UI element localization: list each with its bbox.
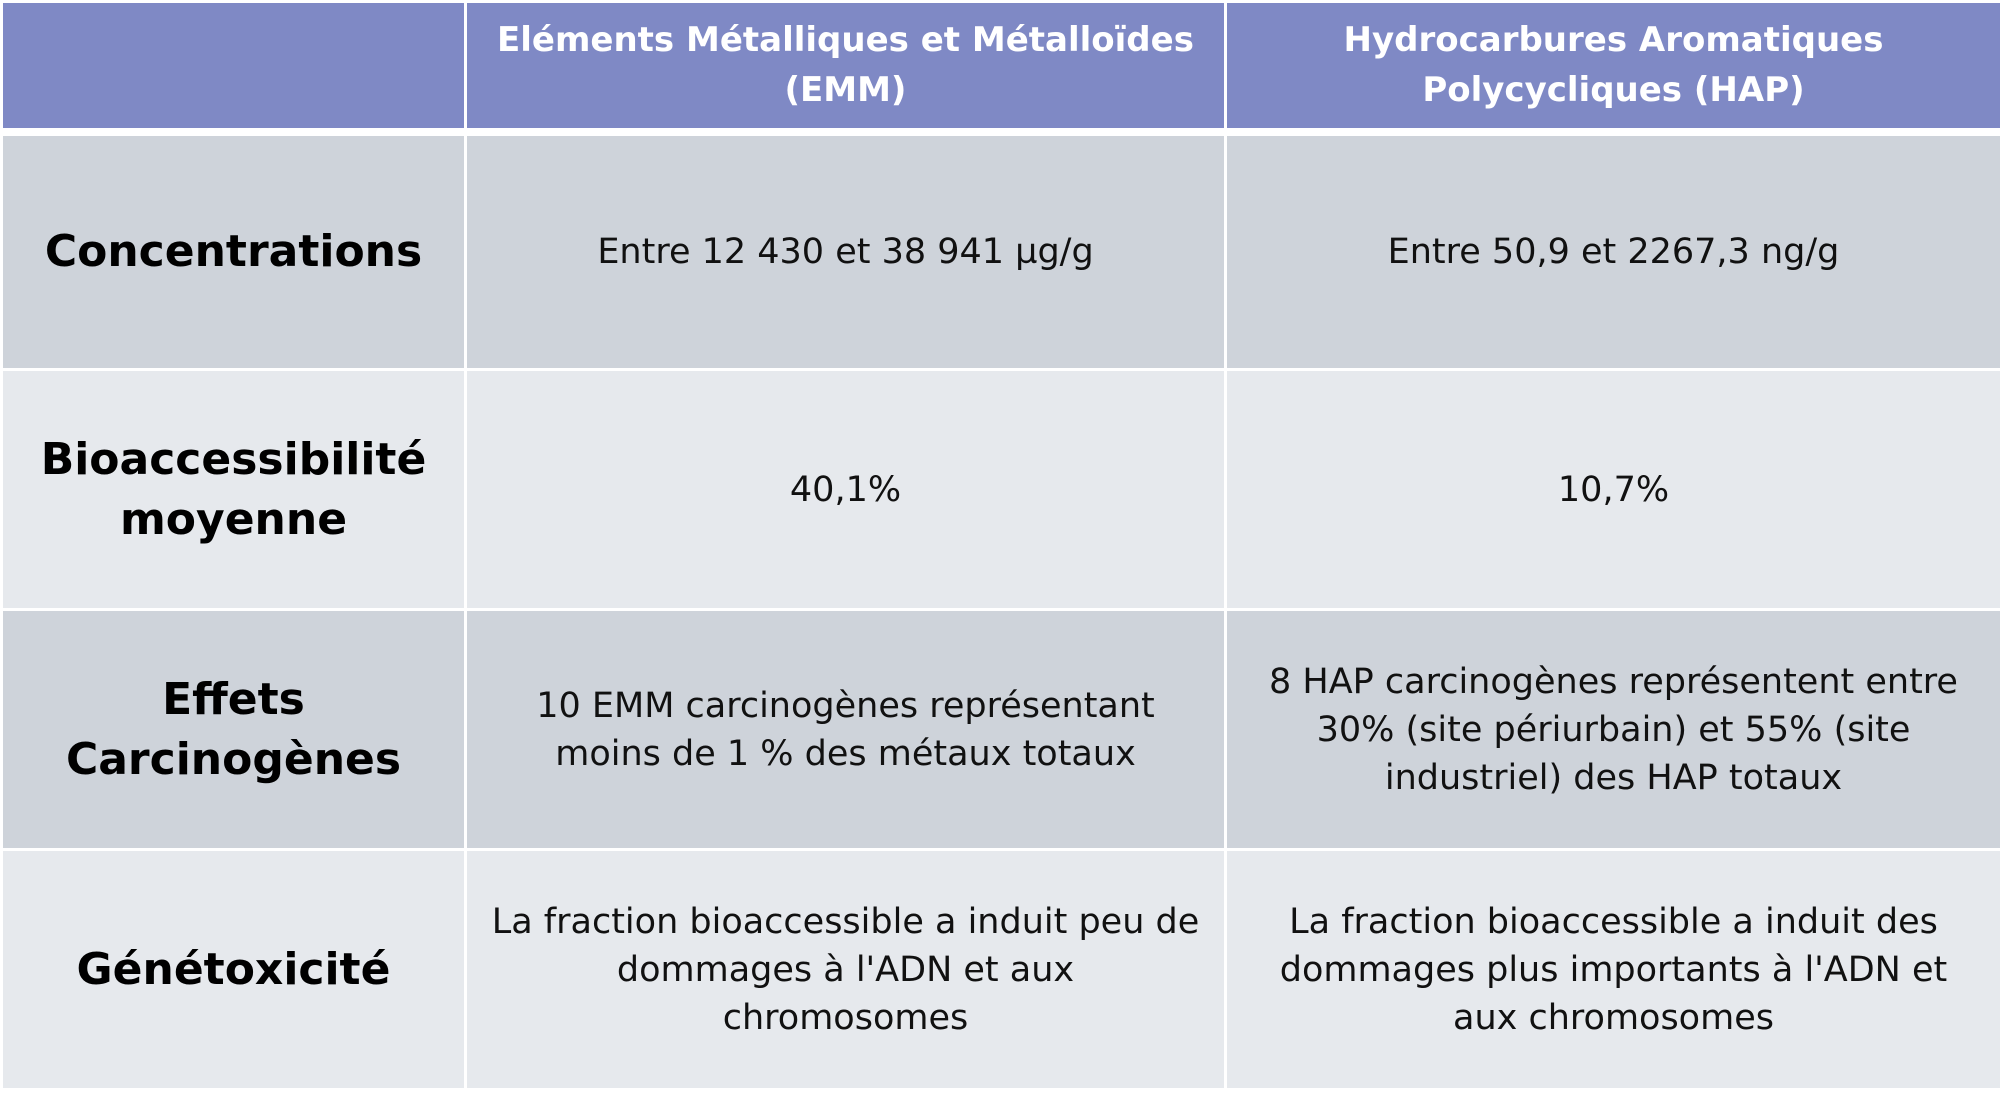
cell-concentrations-emm: Entre 12 430 et 38 941 µg/g bbox=[466, 132, 1226, 370]
cell-effets-hap: 8 HAP carcinogènes représentent entre 30% (site périurbain) et 55% (site industriel) des HAP totaux bbox=[1226, 610, 2000, 850]
row-label-text: Bioaccessibilité moyenne bbox=[40, 433, 427, 545]
header-row bbox=[2, 2, 2000, 132]
row-label-effets-carcinogenes bbox=[2, 610, 466, 850]
cell-bioaccessibilite-hap: 10,7% bbox=[1226, 370, 2000, 610]
cell-bioaccessibilite-emm: 40,1% bbox=[466, 370, 1226, 610]
table-body bbox=[2, 132, 2000, 1090]
cell-genetoxicite-emm: La fraction bioaccessible a induit peu de dommages à l'ADN et aux chromosomes bbox=[466, 850, 1226, 1090]
cell-effets-emm: 10 EMM carcinogènes représentant moins de 1 % des métaux totaux bbox=[466, 610, 1226, 850]
table-row bbox=[2, 850, 2000, 1090]
table-row bbox=[2, 370, 2000, 610]
header-empty-cell bbox=[2, 2, 466, 132]
table-row bbox=[2, 610, 2000, 850]
cell-concentrations-hap: Entre 50,9 et 2267,3 ng/g bbox=[1226, 132, 2000, 370]
cell-genetoxicite-hap: La fraction bioaccessible a induit des dommages plus importants à l'ADN et aux chromosomes bbox=[1226, 850, 2000, 1090]
header-emm: Eléments Métalliques et Métalloïdes (EMM) bbox=[466, 2, 1226, 132]
row-label-bioaccessibilite bbox=[2, 370, 466, 610]
row-label-genetoxicite: Génétoxicité bbox=[2, 850, 466, 1090]
row-label-text: Effets Carcinogènes bbox=[65, 673, 402, 785]
table-row bbox=[2, 132, 2000, 370]
header-hap: Hydrocarbures Aromatiques Polycycliques (HAP) bbox=[1226, 2, 2000, 132]
table-header bbox=[2, 2, 2000, 132]
row-label-concentrations: Concentrations bbox=[2, 132, 466, 370]
